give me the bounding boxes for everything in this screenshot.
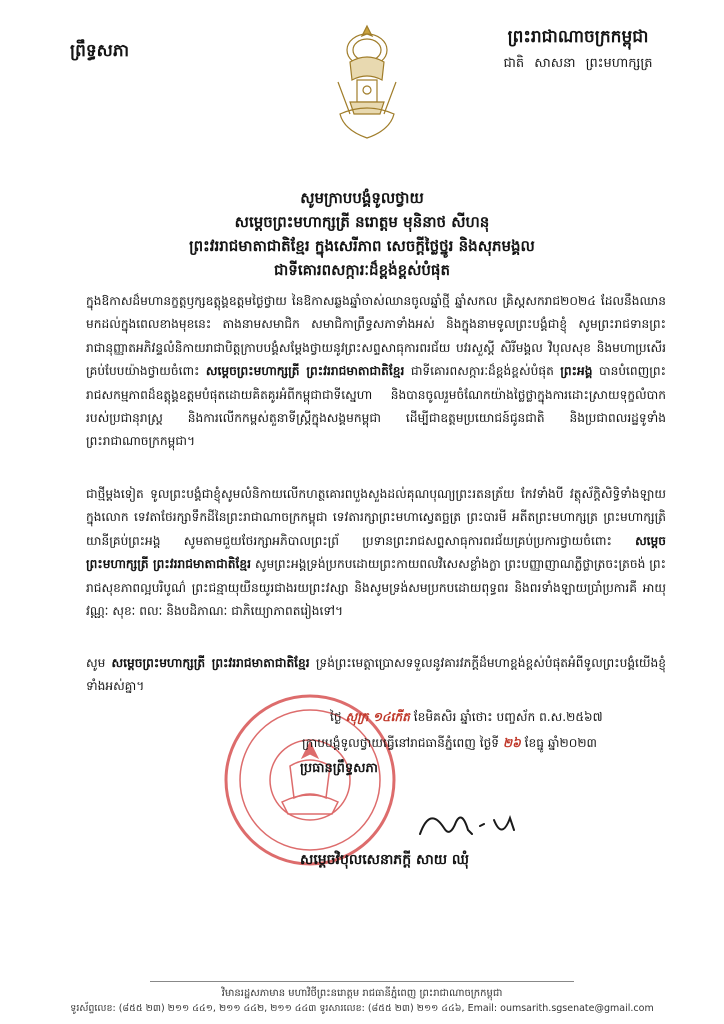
title-line-1: សូមក្រាបបង្គំទូលថ្វាយ (300, 189, 424, 207)
title-line-2: សម្ដេចព្រះមហាក្សត្រី នរោត្តម មុនិនាថ សីហនុ (234, 213, 490, 231)
handwritten-signature (410, 800, 550, 850)
lunar-date-line: ថ្ងៃ សុក្រ ១៤កើត ខែមិគសិរ ឆ្នាំថោះ បញ្ចស័ក ព.ស.២៥៦៧ (330, 710, 603, 724)
paragraph-1: ក្នុងឱកាសដ៏មហានក្ខត្តឫក្សឧត្ដុង្គឧត្ដមថ្ងៃថ្វាយ នៃឱកាសឆ្លងឆ្នាំចាស់ឈានចូលឆ្នាំថ្មី ឆ្នាំសកល គ្រិស្តសករាជ២០២៤ ដែលនឹងឈានមកដល់ក្នុងពេលខាងមុខនេះ តាងនាមសមាជិក សមាជិកាព្រឹទ្ធសភាទាំងអស់ និងក្នុងនាមទូលព្រះបង្គំជាខ្ញុំ សូមព្រះរាជទានព្រះរាជានុញ្ញាតអភិវន្ទលំនិកាយរាជាបិត្តក្រាបបង្គំសម្ដែងថ្វាយនូវព្រះសព្ទសាធុការពរជ័យ បវរសួស្ដី សិរីមង្គល វិបុលសុខ និងមហាប្រសើរគ្រប់បែបយ៉ាងថ្វាយចំពោះ សម្ដេចព្រះមហាក្សត្រី ព្រះវររាជមាតាជាតិខ្មែរ ជាទីគោរពសក្ការៈដ៏ខ្ពង់ខ្ពស់បំផុត ព្រះអង្គ បានបំពេញព្រះរាជសកម្មភាពដ៏ឧត្ដុង្គឧត្ដមបំផុតដោយគិតគូរអំពីកម្ពុជាជាទីស្នេហា និងបានចូលរួមចំណែកយ៉ាងថ្លៃថ្លាក្នុងការដោះស្រាយទុក្ខលំបាករបស់ប្រជានុរាស្ត្រ និងការលើកកម្ពស់តួនាទីស្ត្រីក្នុងសង្គមកម្ពុជា ដើម្បីជាឧត្តមប្រយោជន៍ជូនជាតិ និងប្រជាពលរដ្ឋទូទាំងព្រះរាជាណាចក្រកម្ពុជា។ (86, 294, 666, 449)
royal-emblem-icon (330, 22, 404, 142)
senate-label: ព្រឹទ្ធសភា (70, 41, 130, 61)
national-motto: ជាតិ សាសនា ព្រះមហាក្សត្រ (503, 56, 653, 71)
president-title: ប្រធានព្រឹទ្ធសភា (300, 761, 378, 776)
letter-title (60, 186, 664, 282)
footer-divider (150, 981, 574, 982)
handwritten-day: ២៦ (502, 736, 521, 750)
footer-address: វិមានរដ្ឋសភាមាន មហាវិថីព្រះនរោត្តម រាជធានីភ្នំពេញ ព្រះរាជាណាចក្រកម្ពុជា (221, 988, 503, 999)
title-line-3: ព្រះវររាជមាតាជាតិខ្មែរ ក្នុងសេរីភាព សេចក្ដីថ្លៃថ្នូរ និងសុភមង្គល (189, 237, 535, 255)
paragraph-2: ជាថ្មីម្ដងទៀត ទូលព្រះបង្គំជាខ្ញុំសូមលំនិកាយលើកហត្ថគោរពបួងសួងដល់គុណបុណ្យព្រះរតនត្រ័យ កែវទាំងបី វត្ថុស័ក្ដិសិទ្ធិទាំងឡាយក្នុងលោក ទេវតាថែរក្សាទឹកដីនៃព្រះរាជាណាចក្រកម្ពុជា ទេវតារក្សាព្រះមហាស្វេតច្ឆត្រ ព្រះបារមី អតីតព្រះមហាក្សត្រ ព្រះមហាក្សត្រិយានីគ្រប់ព្រះអង្គ សូមតាមជួយថែរក្សាអភិបាលព្រះព្រ័ ប្រទានព្រះរាជសព្ទសាធុការពរជ័យគ្រប់ប្រការថ្វាយចំពោះ សម្ដេចព្រះមហាក្សត្រី ព្រះវររាជមាតាជាតិខ្មែរ សូមព្រះអង្គទ្រង់ប្រកបដោយព្រះកាយពលវិសេសខ្លាំងក្លា ព្រះបញ្ញាញាណភ្លឺថ្លាត្រចះត្រចង់ ព្រះរាជសុខភាពល្អបរិបូណ៌ ព្រះជន្មាយុយឺនយូរជាងរយព្រះវស្សា និងសូមទ្រង់សមប្រកបដោយពុទ្ធពរ និងពរទាំងឡាយប្រាំប្រការគឺ អាយុ វណ្ណៈ សុខៈ ពលៈ និងបដិភាណៈ ជាភិយ្យោភាពតរៀងទៅ។ (86, 487, 667, 619)
kingdom-name: ព្រះរាជាណាចក្រកម្ពុជា (507, 27, 649, 47)
title-line-4: ជាទីគោរពសក្ការៈដ៏ខ្ពង់ខ្ពស់បំផុត (274, 261, 450, 279)
solar-date-line: ក្រាបបង្គំទូលថ្វាយធ្វើនៅរាជធានីភ្នំពេញ ថ្ងៃទី ២៦ ខែធ្នូ ឆ្នាំ២០២៣ (302, 736, 597, 750)
paragraph-3: សូម សម្ដេចព្រះមហាក្សត្រី ព្រះវររាជមាតាជាតិខ្មែរ ទ្រង់ព្រះមេត្តាប្រោសទទួលនូវគារវភក្ដីដ៏មហាខ្ពង់ខ្ពស់បំផុតអំពីទូលព្រះបង្គំយើងខ្ញុំទាំងអស់គ្នា។ (86, 656, 666, 694)
footer-contacts: ទូរស័ព្ទលេខ: (៨៥៥ ២៣) ២១១ ៤៤១, ២១១ ៤៤២, ២១១ ៤៤៣ ទូរសារលេខ: (៨៥៥ ២៣) ២១១ ៤៤៦, Email: oumsarith.sgsenate@gmail.com (70, 1003, 654, 1014)
handwritten-lunar-date: សុក្រ ១៤កើត (345, 710, 410, 724)
kingdom-header (488, 26, 668, 74)
signer-name: សម្ដេចវិបុលសេនាភក្ដី សាយ ឈុំ (300, 852, 470, 868)
